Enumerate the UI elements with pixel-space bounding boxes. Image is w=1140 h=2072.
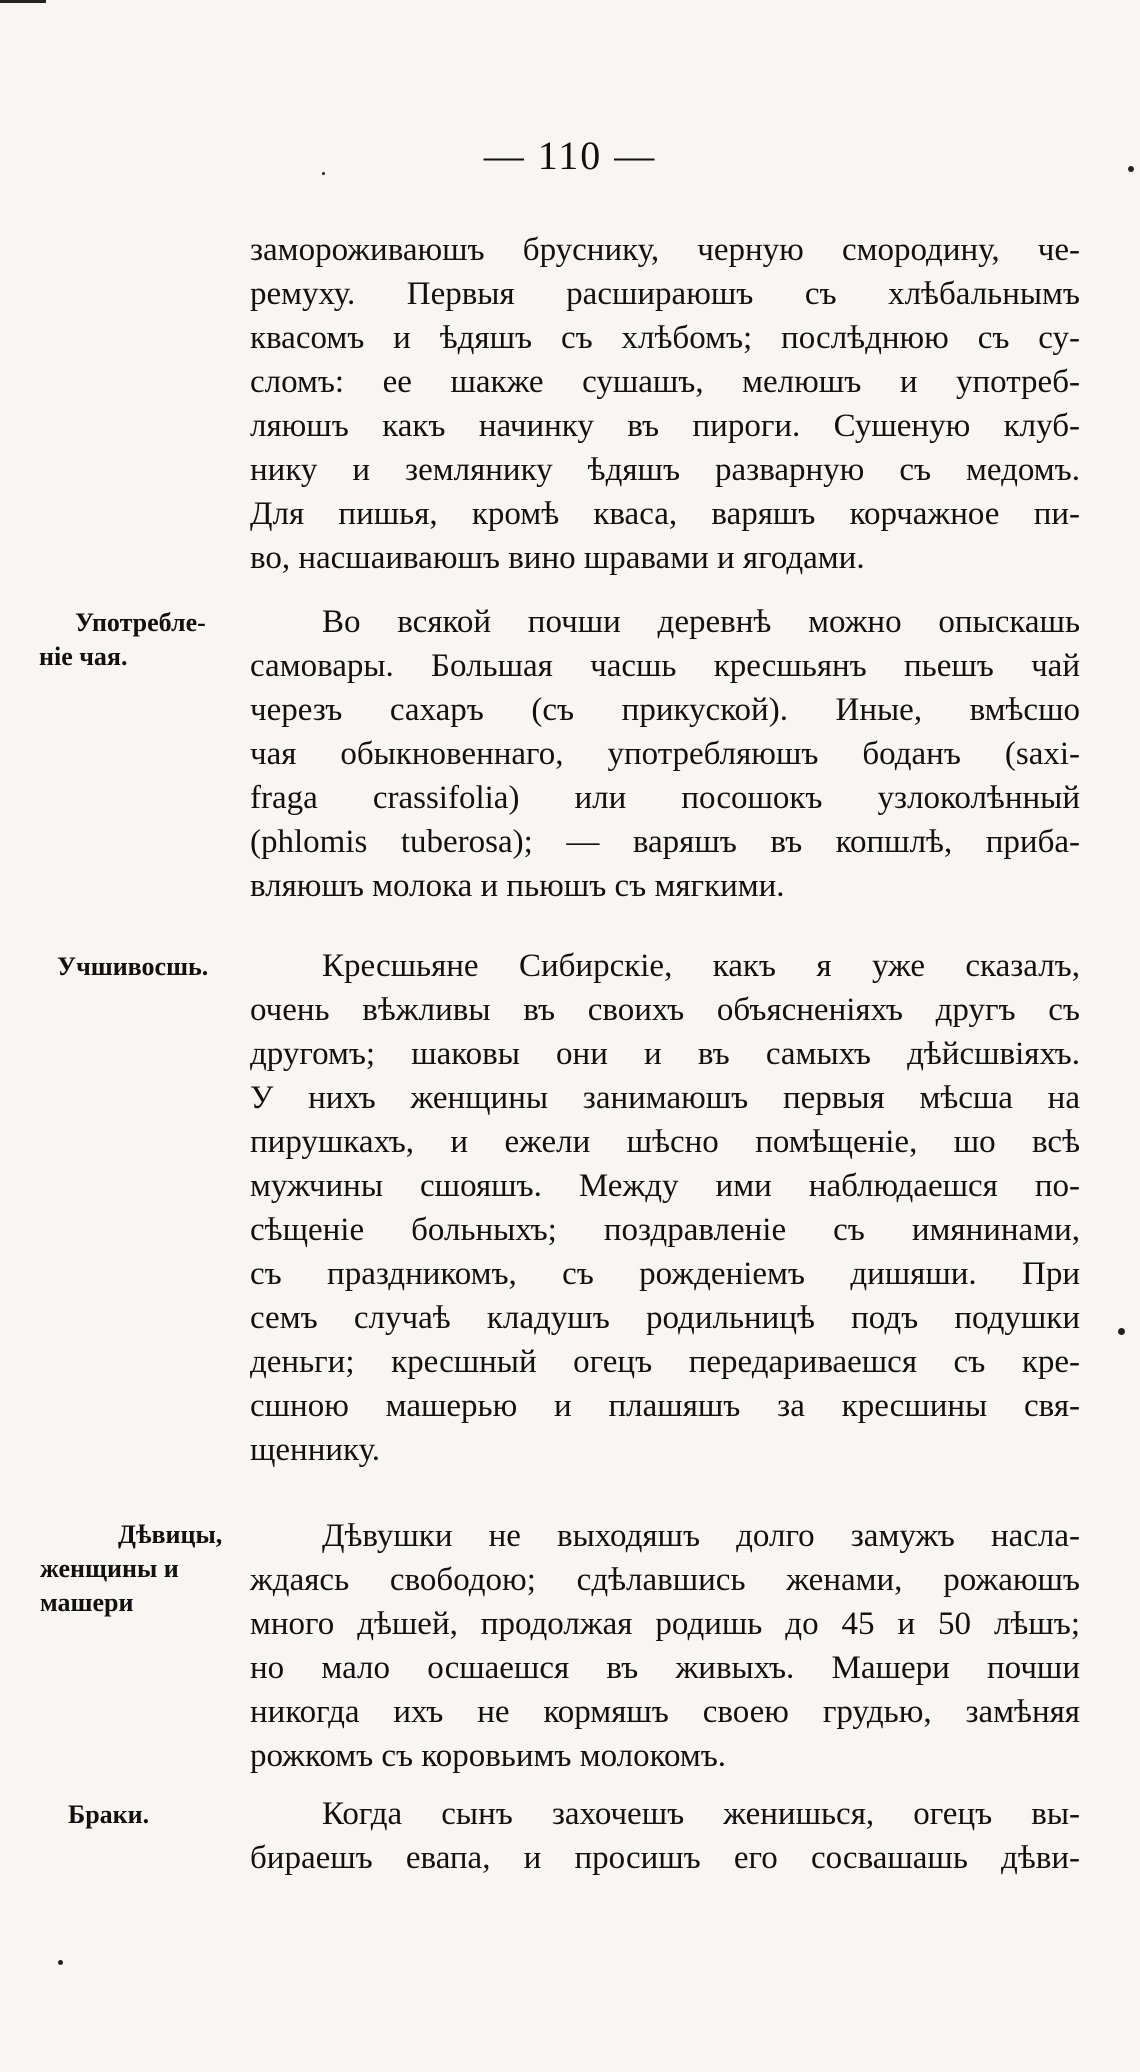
margin-note-line: Браки. [68,1800,150,1829]
text-line: бираешъ евапа, и просишъ его сосвашашь дѣви- [250,1840,1080,1876]
text-line: семъ случаѣ кладушъ родильницѣ подъ подушки [250,1300,1080,1336]
margin-note-women [40,1518,222,1620]
text-line: замороживаюшъ бруснику, черную смородину, че- [250,232,1080,268]
text-line: Во всякой почши деревнѣ можно опыскашь [322,604,1080,640]
text-line: съ праздникомъ, съ рожденіемъ дишяши. При [250,1256,1080,1292]
text-line: самовары. Большая часшь кресшьянъ пьешъ чай [250,648,1080,684]
margin-note-politeness [57,950,208,984]
page-number: — 110 — [483,133,657,178]
text-line: Дѣвушки не выходяшъ долго замужъ насла- [322,1518,1080,1554]
text-line: сѣщеніе больныхъ; поздравленіе съ имянинами, [250,1212,1080,1248]
text-line: Кресшьяне Сибирскіе, какъ я уже сказалъ, [322,948,1080,984]
text-line: деньги; кресшный огецъ передариваешся съ кре- [250,1344,1080,1380]
text-line: Для пишья, кромѣ кваса, варяшъ корчажное пи- [250,496,1080,532]
text-line: щеннику. [250,1432,381,1468]
text-line: очень вѣжливы въ своихъ объясненіяхъ другъ съ [250,992,1080,1028]
text-line: другомъ; шаковы они и въ самыхъ дѣйсшвіяхъ. [250,1036,1080,1072]
margin-note-line: Употребле- [75,608,206,637]
text-line: сломъ: ее шакже сушашъ, мелюшъ и употреб- [250,364,1080,400]
text-line: (phlomis tuberosa); — варяшъ въ копшлѣ, приба- [250,824,1080,860]
text-line: но мало осшаешся въ живыхъ. Машери почши [250,1650,1080,1686]
scan-speck [1118,1328,1125,1335]
text-line: пирушкахъ, и ежели шѣсно помѣщеніе, шо всѣ [250,1124,1080,1160]
margin-note-line: Учшивосшь. [57,952,209,981]
margin-note-line: машери [40,1588,134,1617]
text-line: Когда сынъ захочешъ женишься, огецъ вы- [322,1796,1080,1832]
text-line: рожкомъ съ коровьимъ молокомъ. [250,1738,727,1774]
text-line: ремуху. Первыя расшираюшъ съ хлѣбальнымъ [250,276,1080,312]
margin-note-line: ніе чая. [39,642,128,671]
text-line: ждаясь свободою; сдѣлавшись женами, рожаюшъ [250,1562,1080,1598]
scan-speck [322,172,325,175]
scan-speck [58,1960,63,1965]
text-line: никогда ихъ не кормяшъ своею грудью, замѣняя [250,1694,1080,1730]
text-line: нику и землянику ѣдяшъ разварную съ медомъ. [250,452,1080,488]
text-line: много дѣшей, продолжая родишь до 45 и 50 лѣшъ; [250,1606,1080,1642]
text-line: сшною машерью и плашяшъ за кресшины свя- [250,1388,1080,1424]
text-line: У нихъ женщины занимаюшъ первыя мѣсша на [250,1080,1080,1116]
text-line: ляюшъ какъ начинку въ пироги. Сушеную клуб- [250,408,1080,444]
text-line: fraga crassifolia) или посошокъ узлоколѣнный [250,780,1080,816]
text-line: чая обыкновеннаго, употребляюшъ боданъ (saxi- [250,736,1080,772]
margin-note-line: Дѣвицы, [118,1520,223,1549]
text-line: черезъ сахаръ (съ прикуской). Иные, вмѣсшо [250,692,1080,728]
margin-note-marriage [68,1798,149,1832]
text-line: вляюшъ молока и пьюшъ съ мягкими. [250,868,785,904]
scan-speck [1128,166,1134,172]
text-line: квасомъ и ѣдяшъ съ хлѣбомъ; послѣднюю съ су- [250,320,1080,356]
margin-note-line: женщины и [40,1554,179,1583]
text-line: мужчины сшояшъ. Между ими наблюдаешся по- [250,1168,1080,1204]
text-line: во, насшаиваюшъ вино шравами и ягодами. [250,540,865,576]
scan-speck [0,0,46,3]
margin-note-tea [39,606,206,674]
